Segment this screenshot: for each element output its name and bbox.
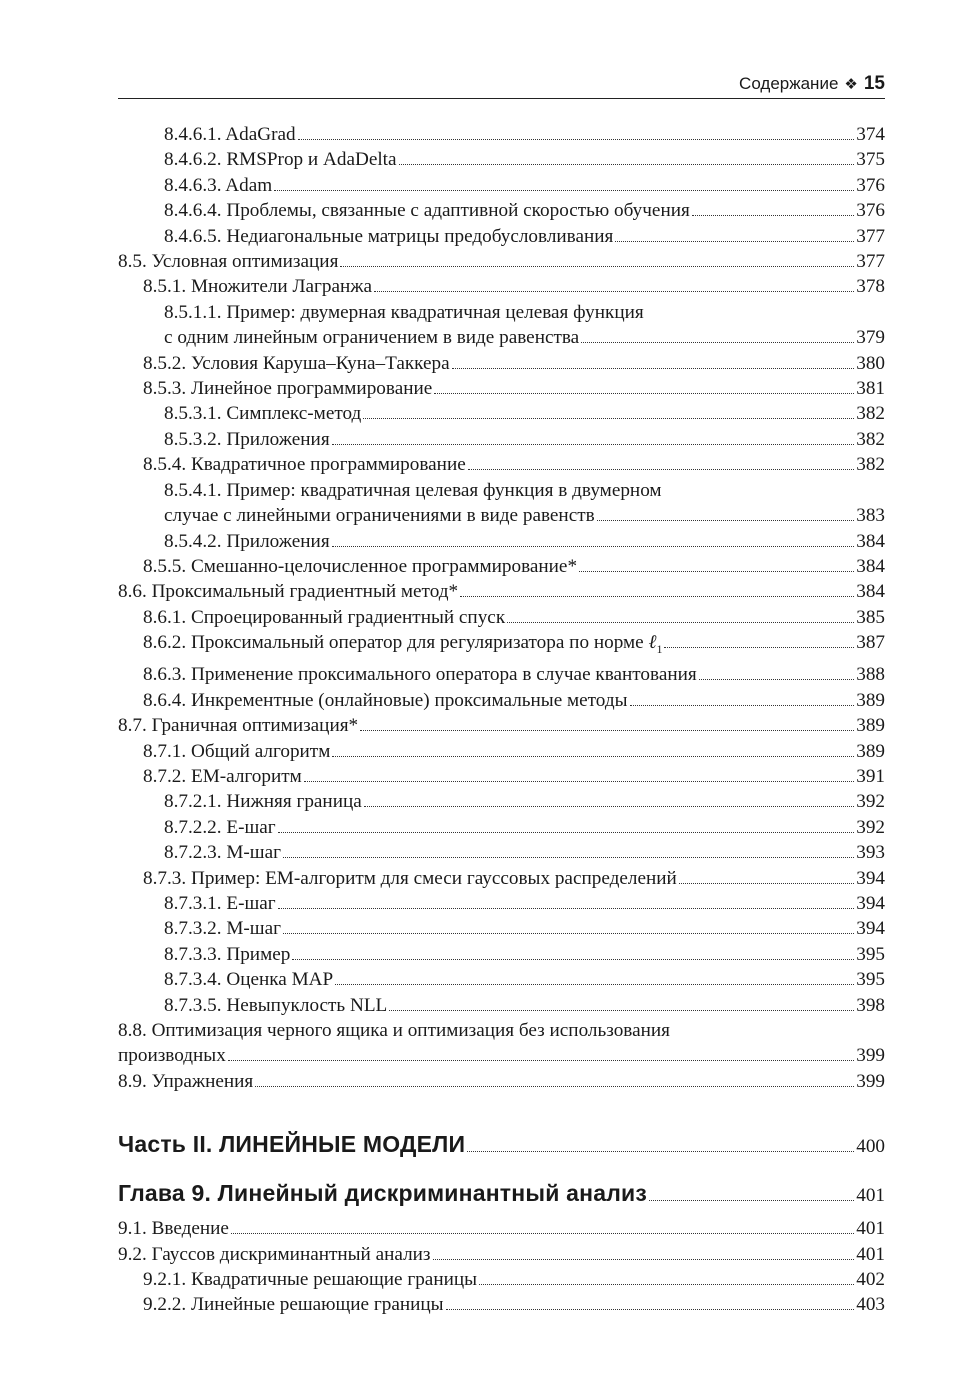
- toc-entry: [118, 891, 885, 916]
- toc-entry-page: 393: [856, 842, 885, 864]
- dot-leader: [340, 265, 854, 267]
- toc-entry: [118, 274, 885, 299]
- dot-leader: [332, 545, 855, 547]
- toc-entry: [118, 916, 885, 941]
- toc-entry-title: 8.5.3.2. Приложения: [164, 428, 330, 450]
- toc-entry-title-line2: с одним линейным ограничением в виде равенства: [164, 327, 580, 349]
- toc-entry-title: 8.6.1. Спроецированный градиентный спуск: [143, 606, 506, 628]
- toc-entry: [118, 967, 885, 992]
- toc-entry: [118, 351, 885, 376]
- dot-leader: [579, 570, 854, 572]
- dot-leader: [467, 1150, 854, 1152]
- toc-entry: [118, 173, 885, 198]
- toc-entry-page: 395: [856, 969, 885, 991]
- toc-entry-title: 8.6.3. Применение проксимального оператора в случае квантования: [143, 664, 697, 686]
- toc-entry-title: 8.7.3.1. E-шаг: [164, 893, 276, 915]
- dot-leader: [274, 189, 854, 191]
- dot-leader: [479, 1283, 854, 1285]
- toc-entry-title: 8.7.2.3. M-шаг: [164, 842, 281, 864]
- dot-leader: [399, 163, 855, 165]
- toc-entry-page: 403: [856, 1294, 885, 1316]
- toc-entry-page: 387: [856, 632, 885, 654]
- toc-entry-title: 9.2. Гауссов дискриминантный анализ: [118, 1243, 431, 1265]
- toc-entry: [118, 605, 885, 630]
- toc-entry-title: 9.2.1. Квадратичные решающие границы: [143, 1269, 478, 1291]
- toc-entry-title: 8.5.4. Квадратичное программирование: [143, 454, 466, 476]
- toc-entry-page: 384: [856, 555, 885, 577]
- toc-entry-title: 8.5.3.1. Симплекс-метод: [164, 403, 362, 425]
- toc-entry-page: 398: [856, 994, 885, 1016]
- toc-entry-title-line1: 8.8. Оптимизация черного ящика и оптимизация без использования: [118, 1020, 670, 1042]
- toc-entry: [118, 1069, 885, 1094]
- part-title: Часть II. ЛИНЕЙНЫЕ МОДЕЛИ: [118, 1131, 466, 1158]
- toc-entry-title: 8.7.3. Пример: EM-алгоритм для смеси гауссовых распределений: [143, 867, 677, 889]
- toc-entry-title: 8.4.6.2. RMSProp и AdaDelta: [164, 149, 397, 171]
- toc-entry-page: 394: [856, 867, 885, 889]
- toc-entry-page: 376: [856, 174, 885, 196]
- dot-leader: [649, 1199, 854, 1201]
- header-section-title: Содержание: [739, 74, 839, 93]
- dot-leader: [255, 1085, 854, 1087]
- toc-entry-page: 383: [856, 505, 885, 527]
- toc-entry-title: 8.7.2. EM-алгоритм: [143, 765, 302, 787]
- dot-leader: [630, 704, 855, 706]
- toc-entry: [118, 554, 885, 579]
- dot-leader: [597, 519, 855, 521]
- toc-entry-title: 8.7.2.1. Нижняя граница: [164, 791, 362, 813]
- dot-leader: [446, 1308, 855, 1310]
- header-separator-icon: ❖: [844, 76, 858, 93]
- dot-leader: [231, 1232, 854, 1234]
- toc-entry: [118, 427, 885, 452]
- dot-leader: [692, 214, 854, 216]
- toc-entry-title: 9.1. Введение: [118, 1218, 229, 1240]
- toc-entry: [118, 249, 885, 274]
- toc-entry-title: 8.6.4. Инкрементные (онлайновые) проксимальные методы: [143, 689, 628, 711]
- dot-leader: [452, 367, 855, 369]
- toc-entry-title-line1: 8.5.4.1. Пример: квадратичная целевая функция в двумерном: [164, 479, 662, 501]
- toc-entry: [118, 198, 885, 223]
- toc-entry-page: 402: [856, 1269, 885, 1291]
- toc-entry-title: 8.7.2.2. E-шаг: [164, 816, 276, 838]
- toc-entry-page: 380: [856, 352, 885, 374]
- part-heading: [118, 1128, 885, 1163]
- toc-entry: [118, 630, 885, 662]
- dot-leader: [332, 443, 855, 445]
- toc-entry-page: 382: [856, 454, 885, 476]
- toc-entry: [118, 789, 885, 814]
- toc-entry-wrapped: [118, 478, 885, 529]
- header-page-number: 15: [863, 73, 885, 94]
- toc-entry-page: 375: [856, 149, 885, 171]
- dot-leader: [433, 1258, 855, 1260]
- toc-entry-title-line2: производных: [118, 1045, 226, 1067]
- toc-entry-title: 8.4.6.5. Недиагональные матрицы предобусловливания: [164, 225, 614, 247]
- toc-entry-title: 8.4.6.3. Adam: [164, 174, 273, 196]
- toc-entry-page: 395: [856, 943, 885, 965]
- toc-entry-page: 385: [856, 606, 885, 628]
- toc-entry-title: 8.4.6.1. AdaGrad: [164, 124, 296, 145]
- toc-entry-title: 8.5.3. Линейное программирование: [143, 378, 433, 400]
- toc-entry: [118, 529, 885, 554]
- toc-entry-title: 8.7.1. Общий алгоритм: [143, 740, 331, 762]
- toc-entry: [118, 1292, 885, 1317]
- dot-leader: [664, 646, 854, 648]
- ell-subscript: 1: [656, 641, 663, 656]
- dot-leader: [360, 729, 854, 731]
- dot-leader: [615, 240, 854, 242]
- toc-entry: [118, 739, 885, 764]
- toc-entry-page: 394: [856, 918, 885, 940]
- toc-entry-page: 389: [856, 715, 885, 737]
- dot-leader: [298, 138, 855, 140]
- toc-entry-title: 8.5.4.2. Приложения: [164, 530, 330, 552]
- toc-entry: [118, 1216, 885, 1241]
- toc-entry: [118, 993, 885, 1018]
- toc-entry-page: 388: [856, 664, 885, 686]
- toc-entry: [118, 866, 885, 891]
- toc-entry: [118, 147, 885, 172]
- dot-leader: [468, 468, 854, 470]
- toc-entry-title: 8.5.5. Смешанно-целочисленное программирование*: [143, 555, 578, 577]
- dot-leader: [374, 290, 854, 292]
- toc-entry: [118, 224, 885, 249]
- toc-entry: [118, 401, 885, 426]
- toc-entry-title: 8.7.3.5. Невыпуклость NLL: [164, 994, 388, 1016]
- toc-entry-page: 384: [856, 530, 885, 552]
- toc-entry-title: 8.5. Условная оптимизация: [118, 251, 339, 273]
- toc-entry-page: 391: [856, 765, 885, 787]
- table-of-contents: [118, 122, 885, 1318]
- toc-entry: [118, 815, 885, 840]
- dot-leader: [278, 907, 855, 909]
- toc-entry-title: 8.5.2. Условия Каруша–Куна–Таккера: [143, 352, 450, 374]
- dot-leader: [278, 831, 855, 833]
- toc-entry-title: 8.7.3.2. M-шаг: [164, 918, 281, 940]
- header-rule: [118, 98, 885, 99]
- toc-entry-title-line2: случае с линейными ограничениями в виде равенств: [164, 505, 595, 527]
- ell-symbol: ℓ: [648, 632, 657, 654]
- dot-leader: [363, 417, 854, 419]
- toc-entry-page: 389: [856, 740, 885, 762]
- toc-entry: [118, 764, 885, 789]
- toc-entry-title: 8.7.3.3. Пример: [164, 943, 291, 965]
- dot-leader: [389, 1009, 854, 1011]
- dot-leader: [304, 780, 854, 782]
- toc-entry: [118, 579, 885, 604]
- toc-entry-page: 401: [856, 1243, 885, 1265]
- dot-leader: [507, 621, 854, 623]
- dot-leader: [292, 958, 854, 960]
- toc-entry-page: 377: [856, 251, 885, 273]
- toc-entry: [118, 122, 885, 147]
- toc-entry-page: 384: [856, 581, 885, 603]
- toc-entry-page: 382: [856, 403, 885, 425]
- toc-entry: [118, 713, 885, 738]
- toc-entry: [118, 1267, 885, 1292]
- dot-leader: [679, 882, 854, 884]
- toc-entry: [118, 376, 885, 401]
- toc-entry-wrapped: [118, 1018, 885, 1069]
- toc-entry-title-line1: 8.5.1.1. Пример: двумерная квадратичная целевая функция: [164, 301, 644, 323]
- dot-leader: [332, 755, 854, 757]
- toc-entry: [118, 1242, 885, 1267]
- dot-leader: [364, 805, 854, 807]
- toc-entry-page: 392: [856, 816, 885, 838]
- toc-entry-page: 378: [856, 276, 885, 298]
- toc-entry-page: 379: [856, 327, 885, 349]
- toc-entry-title: 8.7.3.4. Оценка MAP: [164, 969, 334, 991]
- toc-entry-page: 381: [856, 378, 885, 400]
- dot-leader: [460, 595, 854, 597]
- toc-entry-title: 8.6.2. Проксимальный оператор для регуляризатора по норме ℓ$_1$: [143, 632, 663, 656]
- toc-entry-page: 399: [856, 1045, 885, 1067]
- dot-leader: [434, 392, 854, 394]
- dot-leader: [228, 1059, 854, 1061]
- toc-entry-page: 389: [856, 689, 885, 711]
- running-header: [118, 70, 885, 98]
- toc-entry: [118, 688, 885, 713]
- toc-entry-page: 382: [856, 428, 885, 450]
- chapter-title: Глава 9. Линейный дискриминантный анализ: [118, 1180, 647, 1207]
- toc-entry: [118, 452, 885, 477]
- chapter-heading: [118, 1177, 885, 1212]
- toc-entry-wrapped: [118, 300, 885, 351]
- toc-entry-page: 401: [856, 1218, 885, 1240]
- toc-entry-title: 8.5.1. Множители Лагранжа: [143, 276, 373, 298]
- chapter-page: 401: [856, 1185, 885, 1207]
- toc-entry-title: 9.2.2. Линейные решающие границы: [143, 1294, 444, 1316]
- toc-entry-title: 8.6. Проксимальный градиентный метод*: [118, 581, 459, 603]
- toc-entry-title: 8.4.6.4. Проблемы, связанные с адаптивной скоростью обучения: [164, 200, 690, 222]
- toc-entry-page: 394: [856, 893, 885, 915]
- dot-leader: [283, 856, 854, 858]
- dot-leader: [283, 932, 854, 934]
- dot-leader: [699, 678, 855, 680]
- toc-entry-title: 8.7. Граничная оптимизация*: [118, 715, 359, 737]
- toc-entry-page: 374: [856, 124, 885, 145]
- toc-entry-page: 392: [856, 791, 885, 813]
- dot-leader: [581, 341, 854, 343]
- dot-leader: [335, 983, 854, 985]
- toc-entry: [118, 662, 885, 687]
- toc-entry-page: 376: [856, 200, 885, 222]
- part-page: 400: [856, 1136, 885, 1158]
- toc-entry-page: 377: [856, 225, 885, 247]
- toc-entry-page: 399: [856, 1070, 885, 1092]
- toc-entry-title: 8.9. Упражнения: [118, 1070, 254, 1092]
- toc-entry: [118, 840, 885, 865]
- toc-entry: [118, 942, 885, 967]
